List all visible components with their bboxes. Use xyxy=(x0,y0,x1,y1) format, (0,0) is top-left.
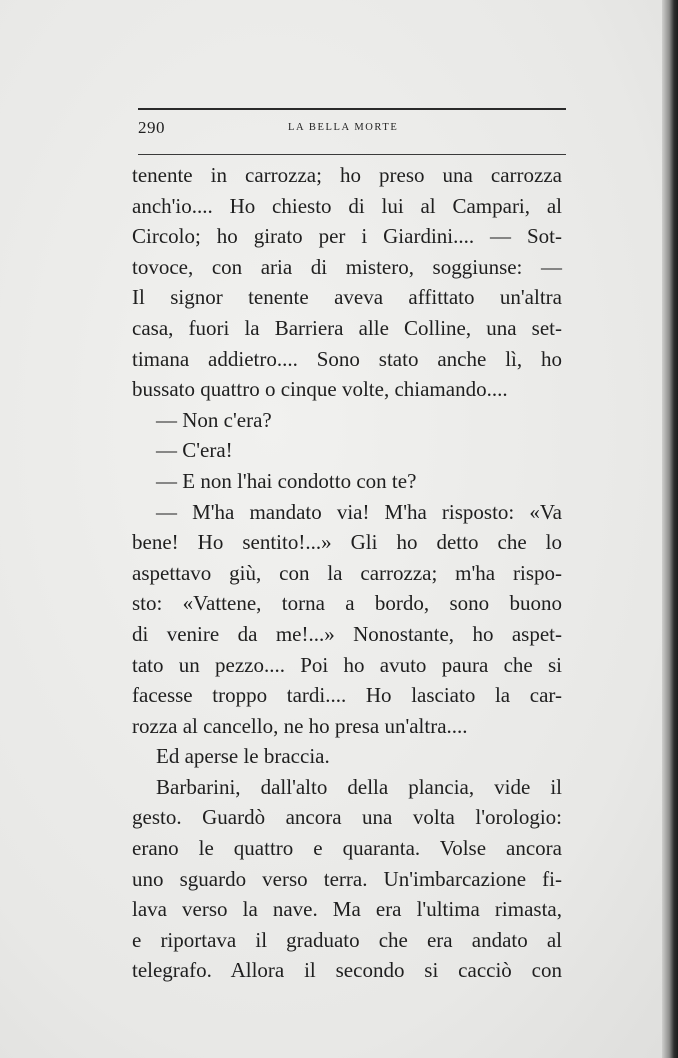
text-line: tato un pezzo.... Poi ho avuto paura che si xyxy=(132,652,562,677)
dialogue-line: — Non c'era? xyxy=(156,407,272,432)
text-line: bussato quattro o cinque volte, chiamando.... xyxy=(132,377,508,402)
header-rule-bottom xyxy=(138,154,566,155)
text-line: uno sguardo verso terra. Un'imbarcazione fi- xyxy=(132,866,562,891)
running-title: LA BELLA MORTE xyxy=(288,122,399,133)
dialogue-line: — M'ha mandato via! M'ha risposto: «Va xyxy=(156,499,562,524)
running-header xyxy=(138,108,566,156)
text-line: lava verso la nave. Ma era l'ultima rimasta, xyxy=(132,897,562,922)
text-line: bene! Ho sentito!...» Gli ho detto che lo xyxy=(132,530,562,555)
text-line: casa, fuori la Barriera alle Colline, una set- xyxy=(132,315,562,340)
paragraph-line: Barbarini, dall'alto della plancia, vide il xyxy=(156,774,562,799)
text-line: aspettavo giù, con la carrozza; m'ha rispo- xyxy=(132,560,562,585)
text-line: facesse troppo tardi.... Ho lasciato la car- xyxy=(132,683,562,708)
dialogue-line: — E non l'hai condotto con te? xyxy=(156,468,417,493)
page-number: 290 xyxy=(138,118,165,137)
text-line: telegrafo. Allora il secondo si cacciò con xyxy=(132,958,562,983)
paragraph-line: Ed aperse le braccia. xyxy=(156,744,330,769)
text-line: Circolo; ho girato per i Giardini.... — Sot- xyxy=(132,224,562,249)
text-line: anch'io.... Ho chiesto di lui al Campari, al xyxy=(132,193,562,218)
text-line: erano le quattro e quaranta. Volse ancora xyxy=(132,836,562,861)
text-line: tovoce, con aria di mistero, soggiunse: — xyxy=(132,254,562,279)
text-line: Il signor tenente aveva affittato un'altra xyxy=(132,285,562,310)
dialogue-line: — C'era! xyxy=(156,438,233,463)
text-line: sto: «Vattene, torna a bordo, sono buono xyxy=(132,591,562,616)
body-text xyxy=(132,160,562,986)
text-line: tenente in carrozza; ho preso una carrozza xyxy=(132,163,562,187)
text-line: timana addietro.... Sono stato anche lì, ho xyxy=(132,346,562,371)
text-line: gesto. Guardò ancora una volta l'orologio: xyxy=(132,805,562,830)
header-rule-top xyxy=(138,108,566,110)
page-binding-edge xyxy=(662,0,678,1058)
text-line: e riportava il graduato che era andato al xyxy=(132,927,562,952)
text-line: di venire da me!...» Nonostante, ho aspet- xyxy=(132,621,562,646)
text-line: rozza al cancello, ne ho presa un'altra.... xyxy=(132,713,468,738)
